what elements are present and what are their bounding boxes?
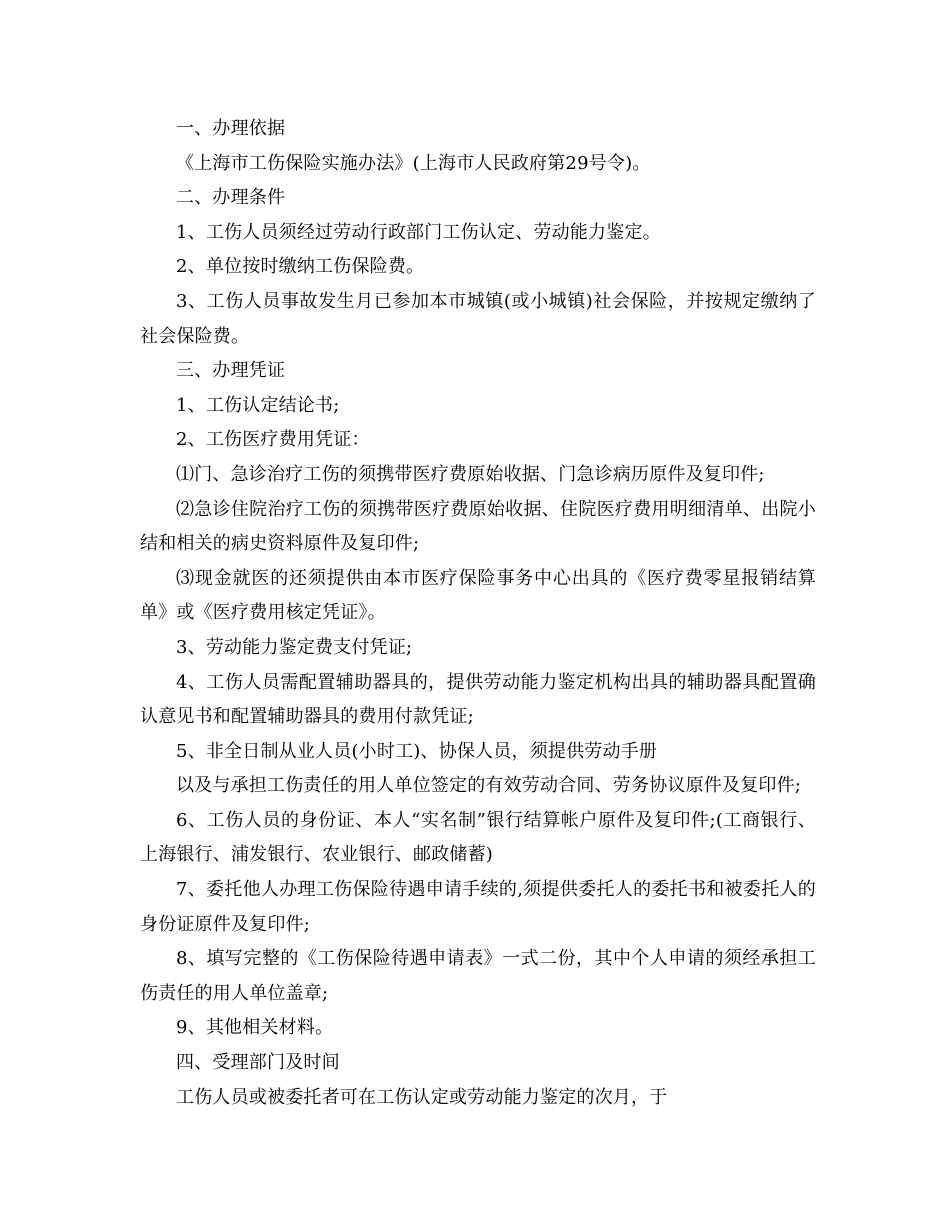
document-subitem-1: ⑴门、急诊治疗工伤的须携带医疗费原始收据、门急诊病历原件及复印件; — [176, 463, 765, 485]
section-heading-conditions: 二、办理条件 — [176, 187, 286, 209]
document-subitem-3: ⑶现金就医的还须提供由本市医疗保险事务中心出具的《医疗费零星报销结算单》或《医疗费用核定凭证》。 — [140, 567, 816, 624]
document-item-5: 5、非全日制从业人员(小时工)、协保人员，须提供劳动手册 — [176, 740, 658, 762]
condition-item-1: 1、工伤人员须经过劳动行政部门工伤认定、劳动能力鉴定。 — [176, 221, 661, 243]
paragraph-regulation: 《上海市工伤保险实施办法》(上海市人民政府第29号令)。 — [176, 152, 651, 174]
document-item-5-continued: 以及与承担工伤责任的用人单位签定的有效劳动合同、劳务协议原件及复印件; — [176, 775, 802, 797]
paragraph-department: 工伤人员或被委托者可在工伤认定或劳动能力鉴定的次月，于 — [176, 1086, 668, 1108]
section-heading-documents: 三、办理凭证 — [176, 360, 286, 382]
document-item-9: 9、其他相关材料。 — [176, 1017, 334, 1039]
document-item-1: 1、工伤认定结论书; — [176, 394, 340, 416]
document-body — [140, 112, 816, 1115]
condition-item-3: 3、工伤人员事故发生月已参加本市城镇(或小城镇)社会保险，并按规定缴纳了社会保险费。 — [140, 290, 816, 347]
document-item-6: 6、工伤人员的身份证、本人“实名制”银行结算帐户原件及复印件;(工商银行、上海银行、浦发银行、农业银行、邮政储蓄) — [140, 809, 816, 866]
document-item-8: 8、填写完整的《工伤保险待遇申请表》一式二份，其中个人申请的须经承担工伤责任的用人单位盖章; — [140, 948, 816, 1004]
condition-item-2: 2、单位按时缴纳工伤保险费。 — [176, 256, 425, 278]
document-subitem-2: ⑵急诊住院治疗工伤的须携带医疗费原始收据、住院医疗费用明细清单、出院小结和相关的病史资料原件及复印件; — [140, 498, 816, 555]
document-item-7: 7、委托他人办理工伤保险待遇申请手续的,须提供委托人的委托书和被委托人的身份证原件及复印件; — [140, 879, 816, 935]
document-item-2: 2、工伤医疗费用凭证： — [176, 429, 370, 451]
document-item-3: 3、劳动能力鉴定费支付凭证; — [176, 636, 413, 658]
section-heading-department: 四、受理部门及时间 — [176, 1052, 340, 1074]
section-heading-basis: 一、办理依据 — [176, 118, 286, 139]
document-item-4: 4、工伤人员需配置辅助器具的，提供劳动能力鉴定机构出具的辅助器具配置确认意见书和配置辅助器具的费用付款凭证; — [140, 671, 816, 728]
